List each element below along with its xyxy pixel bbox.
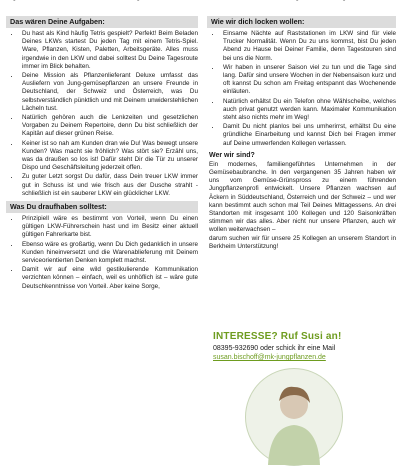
- list-item: • Wir haben in unserer Saison viel zu tun und die Tage sind lang. Dafür sind unsere Wochen in der Nebensaison kurz und oft kannst Du schon am Freitag entspannt das Wochenende einläuten.: [221, 64, 396, 97]
- requirements-list: [6, 215, 198, 291]
- list-item: • Natürlich erhältst Du ein Telefon ohne Wählscheibe, welches auch privat genutzt werden kann. Maximaler Kommunikation steht also nichts mehr im Weg!: [221, 98, 396, 123]
- left-column: [6, 16, 198, 292]
- contact-email-link[interactable]: susan.bischoff@mk-jungpflanzen.de: [213, 354, 326, 361]
- contact-phone-line: 08395-932690 oder schick ihr eine Mail: [213, 345, 336, 352]
- contact-block: [207, 331, 396, 362]
- requirements-header: Was Du draufhaben solltest:: [6, 201, 198, 213]
- list-item: • Ebenso wäre es großartig, wenn Du Dich gedanklich in unsere Kunden hineinversetzt und die Warenablieferung mit Deinem serviceorientierten Denken komplett machst.: [20, 241, 198, 266]
- person-avatar-icon: [246, 369, 342, 465]
- list-item: • Damit wir auf eine wild gestikulierende Kommunikation verzichten können – einfach, weil es unhöflich ist – wäre gute Deutschkenntnisse von Vorteil. Aber keine Sorge,: [20, 266, 198, 291]
- list-item: • Einsame Nächte auf Raststationen im LKW sind für viele Trucker Normalität. Wenn Du zu uns kommst, bist Du jeden Abend zu Hause bei Deiner Familie, denn Tagestouren sind bei uns die Norm.: [221, 30, 396, 63]
- who-paragraph-closing: darum suchen wir für unsere 25 Kollegen an unserem Standort in Berkheim Unterstützung!: [209, 234, 396, 250]
- list-item: • Deine Mission als Pflanzenlieferant Deluxe umfasst das Ausliefern von Jung-gemüsepflanzen an unsere Freunde in Deutschland, der Schweiz und Österreich, was Du selbstverständlich pünktlich und mit Deinem unwiderstehlichen Lächeln tust.: [20, 72, 198, 113]
- tasks-header: Das wären Deine Aufgaben:: [6, 16, 198, 28]
- tasks-list: [6, 30, 198, 198]
- list-item: • Zu guter Letzt sorgst Du dafür, dass Dein treuer LKW immer gut in Schuss ist und wie frisch aus der Dusche strahlt - schließlich ist ein sauberer LKW ein glücklicher LKW.: [20, 173, 198, 198]
- contact-photo: [245, 368, 343, 466]
- list-item: • Damit Du nicht planlos bei uns umherirrst, erhältst Du eine gründliche Einarbeitung und kannst Dich bei Fragen immer auf Deine umwerfenden Kollegen verlassen.: [221, 123, 396, 148]
- list-item: • Keiner ist so nah am Kunden dran wie Du! Was bewegt unsere Kunden? Was macht sie fröhlich? Was stört sie? Erzähl uns, was da draußen so los ist! Dafür steht Dir die Tür zu unserer Dispo und Geschäftsleitung jederzeit offen.: [20, 140, 198, 173]
- right-column: [207, 16, 396, 251]
- list-item: • Natürlich gehören auch die Lenkzeiten und gesetzlichen Vorgaben zu Deinem Repertoire, denn Du bist schließlich der Kapitän auf dieser grünen Reise.: [20, 114, 198, 139]
- list-item: • Du hast als Kind häufig Tetris gespielt? Perfekt! Beim Beladen Deines LKWs startest Du jeden Tag mit einem Tetris-Spiel. Ware, Pflanzen, Kisten, Paletten, Arbeitsgeräte. Alles muss irgendwie in den LKW und dabei solltest Du Deine Tagesroute immer im Blick behalten.: [20, 30, 198, 71]
- who-heading: Wer wir sind?: [209, 151, 255, 159]
- list-item: • Prinzipiell wäre es bestimmt von Vorteil, wenn Du einen gültigen LKW-Führerschein hast und im Besitz einer aktuell gültigen Fahrerkarte bist.: [20, 215, 198, 240]
- offer-header: Wie wir dich locken wollen:: [207, 16, 396, 28]
- who-paragraph: Ein modernes, familiengeführtes Unternehmen in der Gemüsebaubranche. In den vergangenen 35 Jahren haben wir uns vom Gemüse-Grünspross zu einem führenden Jungpflanzenprofi entwickelt. Unsere Pflanzen wachsen auf Äckern in Süddeutschland, Österreich und der Schweiz – und wer kann bestimmt auch schon mal Teil Deines Mittagessens. An drei Standorten mit insgesamt 100 Kollegen und 120 Saisonkräften stimmen wir das alles. Aber nicht nur unsere Pflanzen, auch wir wollen weiterwachsen –: [209, 160, 396, 234]
- intro-text: [6, 0, 402, 2]
- contact-title: INTERESSE? Ruf Susi an!: [213, 331, 342, 342]
- offer-list: [207, 30, 396, 148]
